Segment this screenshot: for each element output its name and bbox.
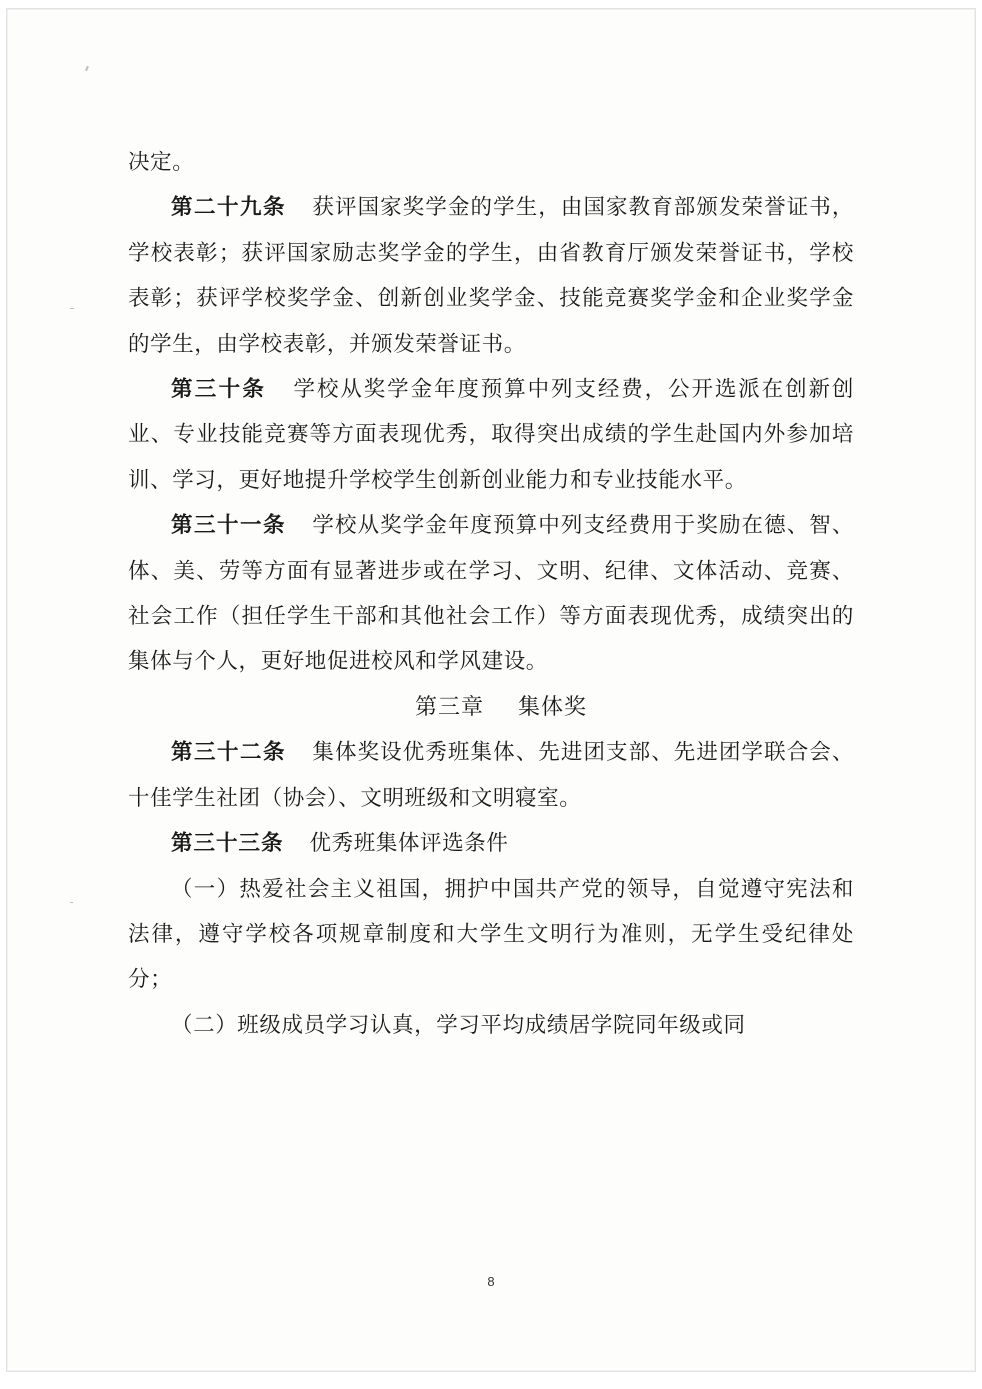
article-number: 第三十条: [171, 377, 267, 403]
article-31: [128, 503, 854, 685]
article-33: [128, 821, 854, 866]
article-number: 第二十九条: [171, 195, 286, 221]
article-text: 学校从奖学金年度预算中列支经费，公开选派在创新创业、专业技能竞赛等方面表现优秀，取得突出成绩的学生赴国内外参加培训、学习，更好地提升学校学生创新创业能力和专业技能水平。: [128, 377, 854, 493]
document-body: [128, 140, 854, 1048]
page-number: 8: [487, 1274, 495, 1289]
article-number: 第三十二条: [171, 740, 286, 766]
article-text: 获评国家奖学金的学生，由国家教育部颁发荣誉证书，学校表彰；获评国家励志奖学金的学生，由省教育厅颁发荣誉证书，学校表彰；获评学校奖学金、创新创业奖学金、技能竞赛奖学金和企业奖学金的学生，由学校表彰，并颁发荣誉证书。: [128, 195, 854, 357]
chapter-heading: [128, 685, 854, 730]
article-32: [128, 730, 854, 821]
article-29: [128, 185, 854, 367]
article-text: 学校从奖学金年度预算中列支经费用于奖励在德、智、体、美、劳等方面有显著进步或在学习、文明、纪律、文体活动、竞赛、社会工作（担任学生干部和其他社会工作）等方面表现优秀，成绩突出的集体与个人，更好地促进校风和学风建设。: [128, 513, 854, 675]
article-number: 第三十三条: [171, 831, 284, 857]
chapter-number: 第三章: [414, 694, 484, 720]
article-text: 优秀班集体评选条件: [309, 831, 509, 857]
list-item: （二）班级成员学习认真，学习平均成绩居学院同年级或同: [171, 1012, 746, 1038]
scan-speck: [70, 308, 74, 309]
list-item: （一）热爱社会主义祖国，拥护中国共产党的领导，自觉遵守宪法和法律，遵守学校各项规章制度和大学生文明行为准则，无学生受纪律处分；: [128, 876, 854, 993]
article-number: 第三十一条: [171, 513, 286, 539]
scan-speck: [70, 902, 73, 903]
article-text: 集体奖设优秀班集体、先进团支部、先进团学联合会、十佳学生社团（协会）、文明班级和文明寝室。: [128, 740, 854, 811]
chapter-title: 集体奖: [518, 694, 588, 720]
paragraph-intro: 决定。: [128, 150, 195, 175]
article-30: [128, 367, 854, 503]
